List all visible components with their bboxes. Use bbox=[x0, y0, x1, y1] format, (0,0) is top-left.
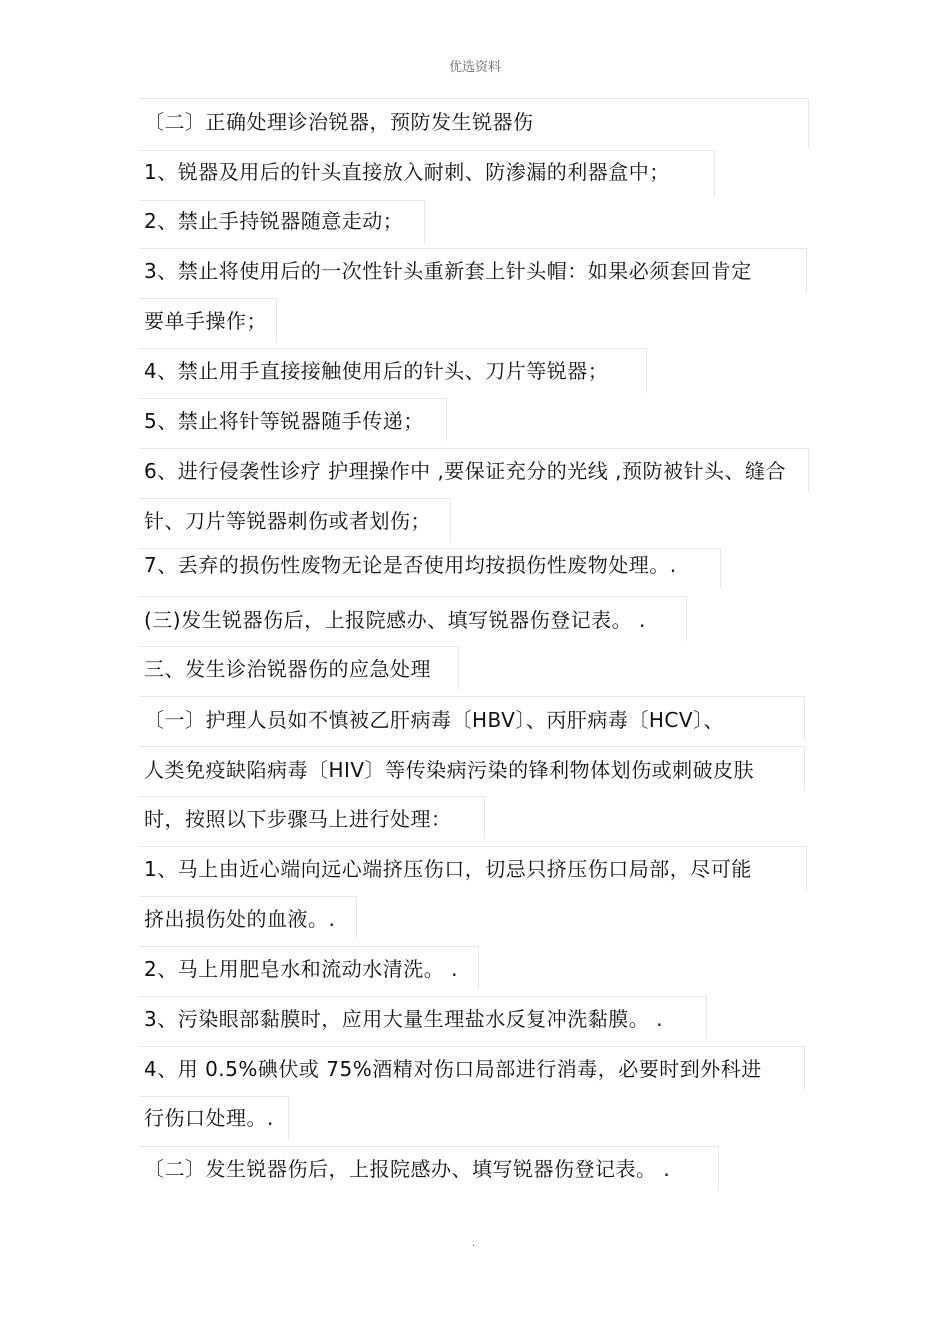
section-heading: 三、发生诊治锐器伤的应急处理 bbox=[144, 657, 431, 681]
list-item: 5、禁止将针等锐器随手传递； bbox=[144, 409, 424, 433]
list-item: 4、用 0.5%碘伏或 75%酒精对伤口局部进行消毒，必要时到外科进 bbox=[144, 1057, 762, 1081]
paragraph-line: 人类免疫缺陷病毒〔HIV〕等传染病污染的锋利物体划伤或刺破皮肤 bbox=[144, 758, 755, 782]
section-heading: (三)发生锐器伤后，上报院感办、填写锐器伤登记表。 . bbox=[144, 608, 646, 632]
list-item: 2、禁止手持锐器随意走动； bbox=[144, 209, 404, 233]
list-item: 3、禁止将使用后的一次性针头重新套上针头帽：如果必须套回肯定 bbox=[144, 259, 752, 283]
paragraph-line: 时，按照以下步骤马上进行处理： bbox=[144, 807, 452, 831]
list-item-continuation: 挤出损伤处的血液。. bbox=[144, 907, 336, 931]
list-item: 7、丢弃的损伤性废物无论是否使用均按损伤性废物处理。. bbox=[144, 553, 677, 577]
page-footer: . bbox=[472, 1238, 476, 1249]
list-item: 4、禁止用手直接接触使用后的针头、刀片等锐器； bbox=[144, 359, 609, 383]
list-item: 1、马上由近心端向远心端挤压伤口，切忌只挤压伤口局部，尽可能 bbox=[144, 857, 752, 881]
section-heading: 〔一〕护理人员如不慎被乙肝病毒〔HBV〕、丙肝病毒〔HCV〕、 bbox=[144, 708, 725, 732]
list-item: 3、污染眼部黏膜时，应用大量生理盐水反复冲洗黏膜。 . bbox=[144, 1007, 663, 1031]
list-item: 2、马上用肥皂水和流动水清洗。 . bbox=[144, 957, 458, 981]
list-item-continuation: 要单手操作； bbox=[144, 309, 267, 333]
list-item: 6、进行侵袭性诊疗 护理操作中 ,要保证充分的光线 ,预防被针头、缝合 bbox=[144, 459, 787, 483]
section-heading: 〔二〕发生锐器伤后，上报院感办、填写锐器伤登记表。 . bbox=[144, 1157, 671, 1181]
list-item-continuation: 行伤口处理。. bbox=[144, 1106, 274, 1130]
page-header: 优选资料 bbox=[448, 60, 501, 75]
list-item: 1、锐器及用后的针头直接放入耐刺、防渗漏的利器盒中； bbox=[144, 160, 670, 184]
list-item-continuation: 针、刀片等锐器刺伤或者划伤； bbox=[144, 509, 431, 533]
section-heading: 〔二〕正确处理诊治锐器，预防发生锐器伤 bbox=[144, 110, 534, 134]
